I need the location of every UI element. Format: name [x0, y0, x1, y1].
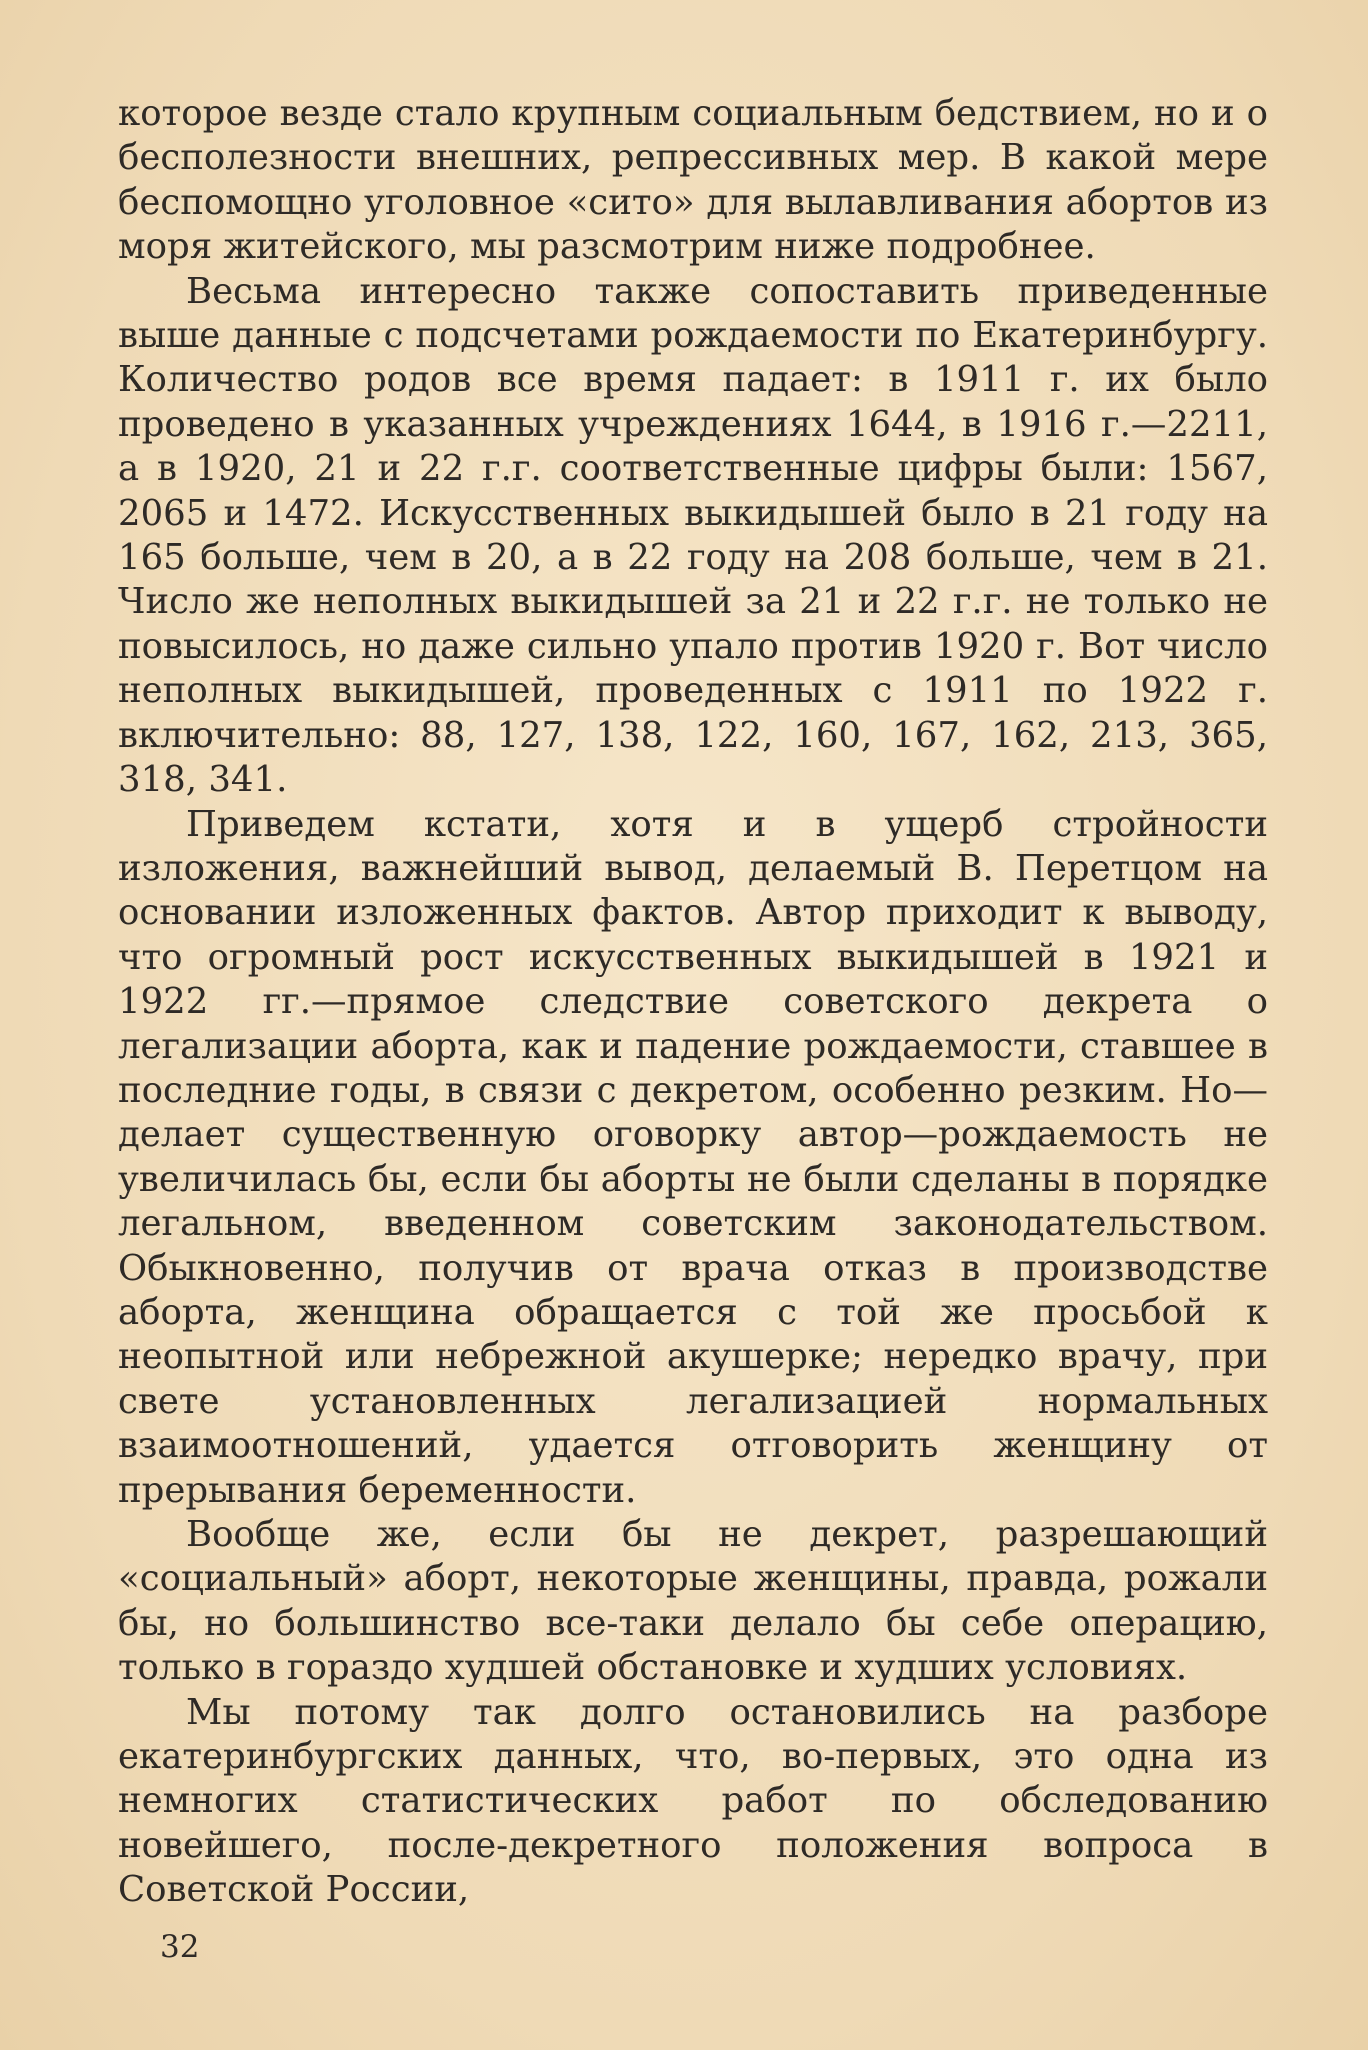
page-body [118, 92, 1268, 1913]
page-number: 32 [160, 1929, 200, 1965]
paragraph: Вообще же, если бы не декрет, разрешающий «социальный» аборт, некоторые женщины, правда, рожали бы, но большинство все-таки делало бы себе операцию, только в гораздо худшей обстановке и худших условиях. [118, 1514, 1268, 1689]
paragraph: Весьма интересно также сопоставить приведенные выше данные с подсчетами рождаемости по Екатеринбургу. Количество родов все время падает: в 1911 г. их было проведено в указанных учреждениях 1644, в 1916 г.—2211, а в 1920, 21 и 22 г.г. соответственные цифры были: 1567, 2065 и 1472. Искусственных выкидышей было в 21 году на 165 больше, чем в 20, а в 22 году на 208 больше, чем в 21. Число же неполных выкидышей за 21 и 22 г.г. не только не повысилось, но даже сильно упало против 1920 г. Вот число неполных выкидышей, проведенных с 1911 по 1922 г. включительно: 88, 127, 138, 122, 160, 167, 162, 213, 365, 318, 341. [118, 270, 1268, 801]
paragraph: Приведем кстати, хотя и в ущерб стройности изложения, важнейший вывод, делаемый В. Перетцом на основании изложенных фактов. Автор приходит к выводу, что огромный рост искусственных выкидышей в 1921 и 1922 гг.—прямое следствие советского декрета о легализации аборта, как и падение рождаемости, ставшее в последние годы, в связи с декретом, особенно резким. Но—делает существенную оговорку автор—рождаемость не увеличилась бы, если бы аборты не были сделаны в порядке легальном, введенном советским законодательством. Обыкновенно, получив от врача отказ в производстве аборта, женщина обращается с той же просьбой к неопытной или небрежной акушерке; нередко врачу, при свете установленных легализацией нормальных взаимоотношений, удается отговорить женщину от прерывания беременности. [118, 803, 1268, 1511]
paragraph: Мы потому так долго остановились на разборе екатеринбургских данных, что, во-первых, это одна из немногих статистических работ по обследованию новейшего, после-декретного положения вопроса в Советской России, [118, 1691, 1268, 1911]
paragraph: которое везде стало крупным социальным бедствием, но и о бесполезности внешних, репрессивных мер. В какой мере беспомощно уголовное «сито» для вылавливания абортов из моря житейского, мы разсмотрим ниже подробнее. [118, 93, 1268, 268]
